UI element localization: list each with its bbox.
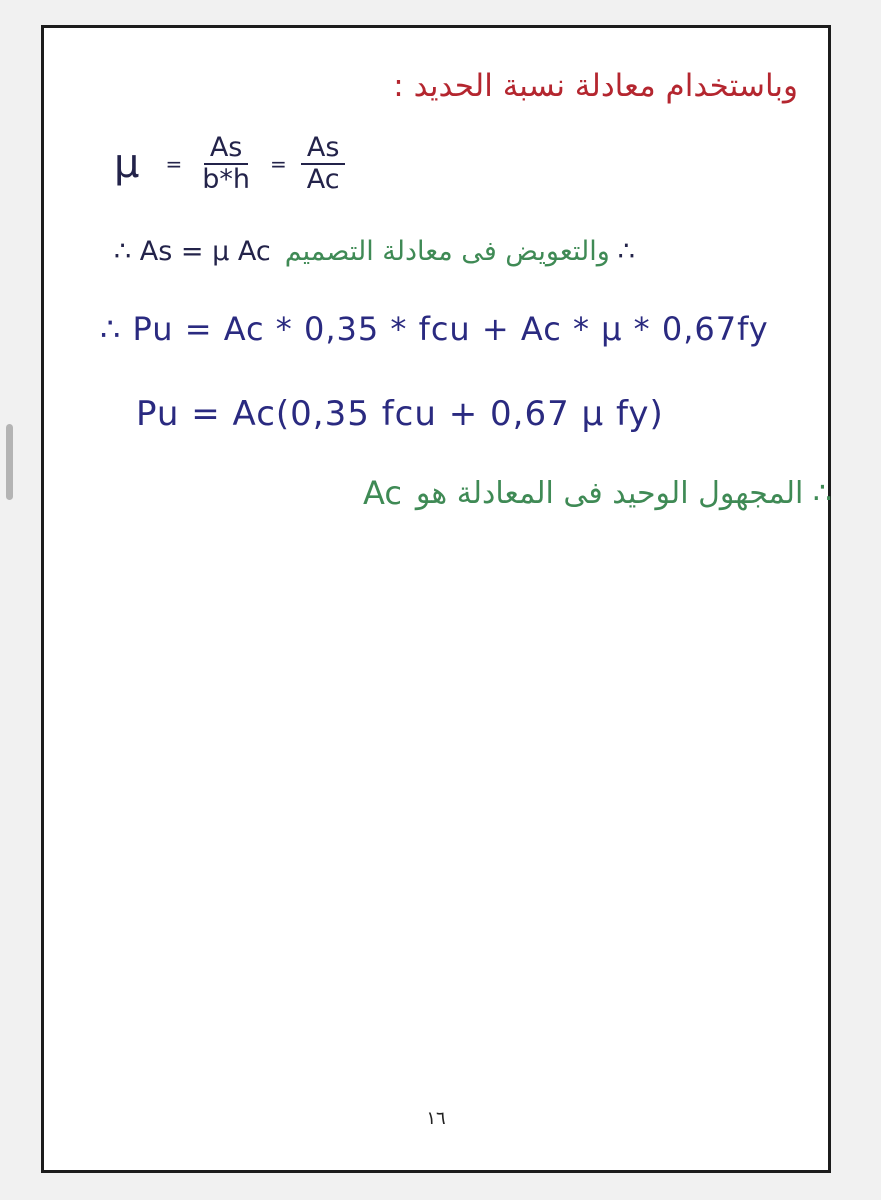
section-heading: وباستخدام معادلة نسبة الحديد : [393, 68, 798, 104]
fraction-as-over-bh [196, 133, 256, 195]
conclusion-text: ∴ المجهول الوحيد فى المعادلة هو [415, 475, 832, 511]
equals-sign: = [165, 152, 183, 176]
unknown-ac: Ac [363, 474, 402, 512]
document-page [41, 25, 831, 1173]
fraction-denominator: Ac [306, 164, 340, 195]
page-number: ١٦ [426, 1108, 446, 1129]
substitution-note: والتعويض فى معادلة التصميم [284, 236, 610, 267]
fraction-denominator: b*h [202, 164, 250, 195]
fraction-as-over-ac [301, 133, 346, 195]
fraction-numerator: As [301, 133, 346, 165]
pu-expanded-equation: ∴ Pu = Ac * 0,35 * fcu + Ac * μ * 0,67fy [100, 310, 769, 348]
mu-symbol: μ [114, 141, 140, 187]
pu-factored-equation: Pu = Ac(0,35 fcu + 0,67 μ fy) [136, 394, 664, 434]
as-equation: ∴ As = μ Ac [114, 236, 271, 267]
conclusion-line [232, 474, 832, 512]
substitution-line [114, 236, 794, 267]
mu-definition-equation [114, 124, 346, 204]
therefore-symbol: ∴ [617, 236, 635, 267]
fraction-numerator: As [204, 133, 249, 165]
equals-sign: = [269, 152, 287, 176]
scrollbar-handle[interactable] [6, 424, 13, 500]
